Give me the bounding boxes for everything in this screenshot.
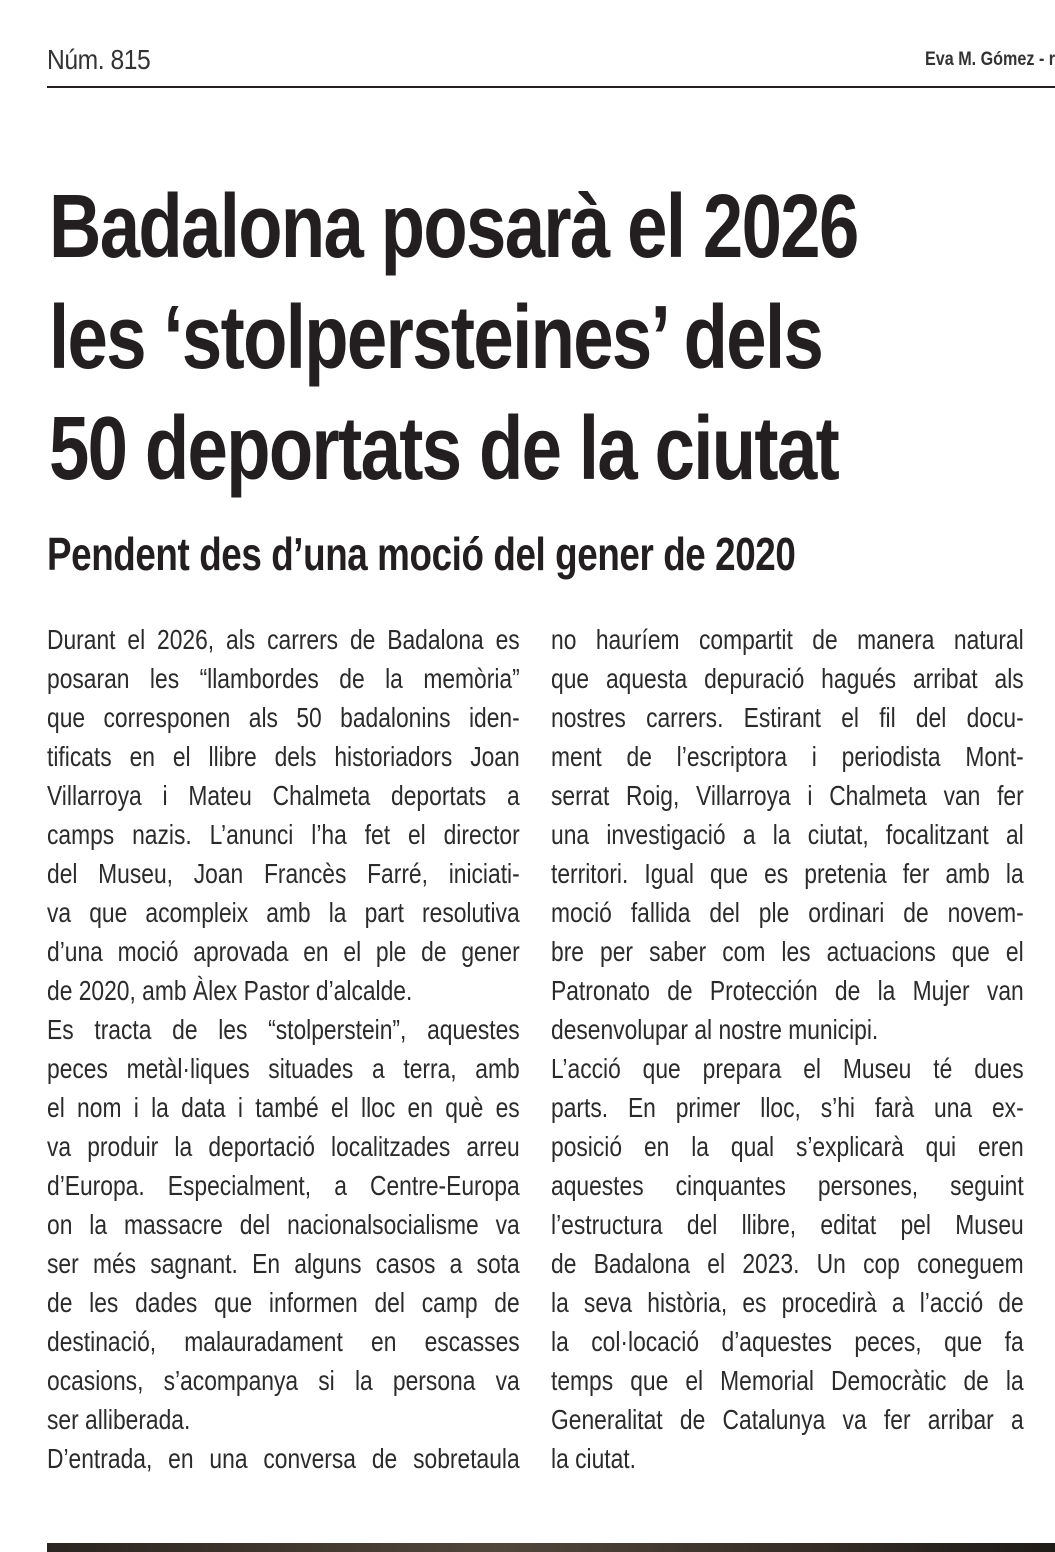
- text-line: parts. En primer lloc, s’hi farà una ex-: [551, 1092, 1024, 1123]
- text-line: peces metàl·liques situades a terra, amb: [47, 1053, 520, 1084]
- author-byline: Eva M. Gómez - r: [924, 49, 1055, 70]
- text-line: ment de l’escriptora i periodista Mont-: [551, 741, 1024, 772]
- photo-edge: [47, 1543, 1055, 1552]
- text-line: no hauríem compartit de manera natural: [551, 624, 1024, 655]
- text-line: L’acció que prepara el Museu té dues: [551, 1053, 1024, 1084]
- article-column-left: [47, 620, 520, 1478]
- text-line: serrat Roig, Villarroya i Chalmeta van fer: [551, 780, 1024, 811]
- text-line: ser alliberada.: [47, 1404, 191, 1435]
- text-line: la seva història, es procedirà a l’acció de: [551, 1287, 1024, 1318]
- text-line: ser més sagnant. En alguns casos a sota: [47, 1248, 520, 1279]
- text-line: de 2020, amb Àlex Pastor d’alcalde.: [47, 975, 413, 1006]
- text-line: posaran les “llambordes de la memòria”: [47, 663, 520, 694]
- text-line: temps que el Memorial Democràtic de la: [551, 1365, 1024, 1396]
- headline: [49, 172, 1055, 505]
- subheadline: Pendent des d’una moció del gener de 2020: [47, 528, 796, 580]
- text-line: del Museu, Joan Francès Farré, iniciati-: [47, 858, 520, 889]
- text-line: desenvolupar al nostre municipi.: [551, 1014, 879, 1045]
- text-line: tificats en el llibre dels historiadors Joan: [47, 741, 520, 772]
- text-line: que corresponen als 50 badalonins iden-: [47, 702, 520, 733]
- text-line: D’entrada, en una conversa de sobretaula: [47, 1443, 520, 1474]
- text-line: Villarroya i Mateu Chalmeta deportats a: [47, 780, 520, 811]
- text-line: va que acompleix amb la part resolutiva: [47, 897, 520, 928]
- text-line: ocasions, s’acompanya si la persona va: [47, 1365, 520, 1396]
- text-line: que aquesta depuració hagués arribat als: [551, 663, 1024, 694]
- text-line: d’Europa. Especialment, a Centre-Europa: [47, 1170, 520, 1201]
- text-line: destinació, malauradament en escasses: [47, 1326, 520, 1357]
- headline-line: Badalona posarà el 2026: [49, 177, 858, 277]
- page-header: [47, 40, 1055, 88]
- headline-line: les ‘stolpersteines’ dels: [49, 288, 823, 388]
- article-column-right: [551, 620, 1024, 1478]
- text-line: el nom i la data i també el lloc en què es: [47, 1092, 520, 1123]
- text-line: camps nazis. L’anunci l’ha fet el director: [47, 819, 520, 850]
- text-line: Patronato de Protección de la Mujer van: [551, 975, 1024, 1006]
- text-line: moció fallida del ple ordinari de novem-: [551, 897, 1024, 928]
- text-line: la col·locació d’aquestes peces, que fa: [551, 1326, 1024, 1357]
- text-line: una investigació a la ciutat, focalitzant al: [551, 819, 1024, 850]
- headline-line: 50 deportats de la ciutat: [49, 399, 839, 499]
- text-line: territori. Igual que es pretenia fer amb la: [551, 858, 1024, 889]
- text-line: on la massacre del nacionalsocialisme va: [47, 1209, 520, 1240]
- text-line: Durant el 2026, als carrers de Badalona es: [47, 624, 520, 655]
- text-line: de Badalona el 2023. Un cop coneguem: [551, 1248, 1024, 1279]
- issue-number: Núm. 815: [47, 44, 151, 75]
- text-line: l’estructura del llibre, editat pel Museu: [551, 1209, 1024, 1240]
- text-line: va produir la deportació localitzades arreu: [47, 1131, 520, 1162]
- text-line: Generalitat de Catalunya va fer arribar a: [551, 1404, 1024, 1435]
- text-line: nostres carrers. Estirant el fil del docu-: [551, 702, 1024, 733]
- text-line: de les dades que informen del camp de: [47, 1287, 520, 1318]
- text-line: Es tracta de les “stolperstein”, aquestes: [47, 1014, 520, 1045]
- header-rule: [47, 86, 1055, 88]
- text-line: bre per saber com les actuacions que el: [551, 936, 1024, 967]
- text-line: la ciutat.: [551, 1443, 636, 1474]
- text-line: aquestes cinquantes persones, seguint: [551, 1170, 1024, 1201]
- text-line: posició en la qual s’explicarà qui eren: [551, 1131, 1024, 1162]
- text-line: d’una moció aprovada en el ple de gener: [47, 936, 520, 967]
